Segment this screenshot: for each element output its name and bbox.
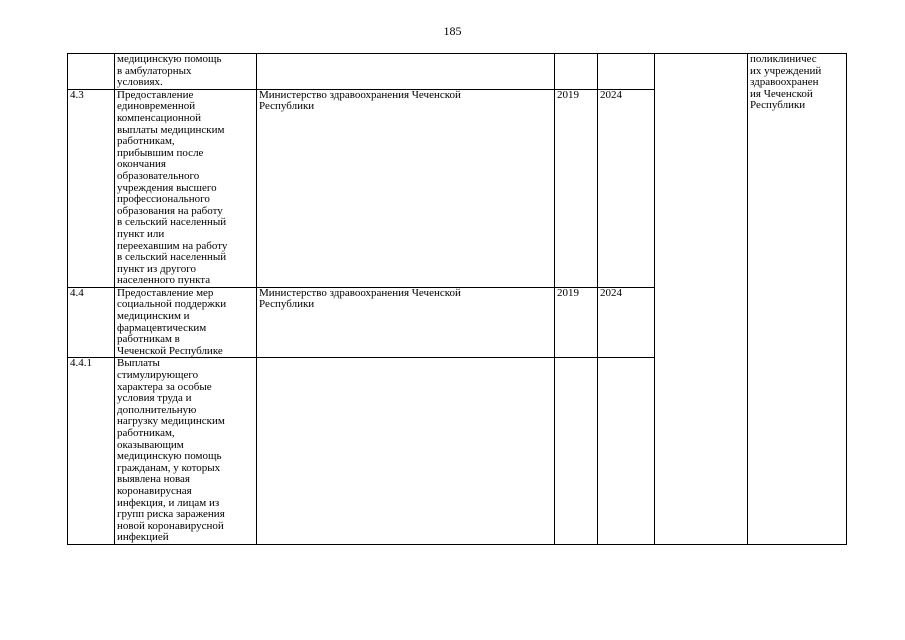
executor: Министерство здравоохранения Чеченской Республики — [257, 89, 555, 287]
start-year — [555, 54, 598, 90]
start-year: 2019 — [555, 89, 598, 287]
executor — [257, 358, 555, 545]
end-year — [598, 54, 655, 90]
end-year — [598, 358, 655, 545]
item-number: 4.3 — [68, 89, 115, 287]
item-number: 4.4.1 — [68, 358, 115, 545]
item-number: 4.4 — [68, 287, 115, 358]
end-year: 2024 — [598, 287, 655, 358]
activity-name: медицинскую помощь в амбулаторных условиях. — [115, 54, 257, 90]
result-cell — [655, 54, 748, 545]
executor — [257, 54, 555, 90]
page-number: 185 — [443, 24, 462, 38]
start-year: 2019 — [555, 287, 598, 358]
end-year: 2024 — [598, 89, 655, 287]
program-activities-table — [67, 53, 847, 545]
activity-name: Предоставление мер социальной поддержки медицинским и фармацевтическим работникам в Чеченской Республике — [115, 287, 257, 358]
activity-name: Выплаты стимулирующего характера за особые условия труда и дополнительную нагрузку медицинским работникам, оказывающим медицинскую помощь гражданам, у которых выявлена новая коронавирусная инфекция, и лицам из групп риска заражения новой коронавирусной инфекцией — [115, 358, 257, 545]
start-year — [555, 358, 598, 545]
item-number — [68, 54, 115, 90]
activity-name: Предоставление единовременной компенсационной выплаты медицинским работникам, прибывшим после окончания образовательного учреждения высшего профессионального образования на работу в сельский населенный пункт или переехавшим на работу в сельский населенный пункт из другого населенного пункта — [115, 89, 257, 287]
executor: Министерство здравоохранения Чеченской Республики — [257, 287, 555, 358]
table-row — [68, 54, 847, 90]
related-indicator-note: поликлиничес их учреждений здравоохранен ия Чеченской Республики — [748, 54, 847, 545]
